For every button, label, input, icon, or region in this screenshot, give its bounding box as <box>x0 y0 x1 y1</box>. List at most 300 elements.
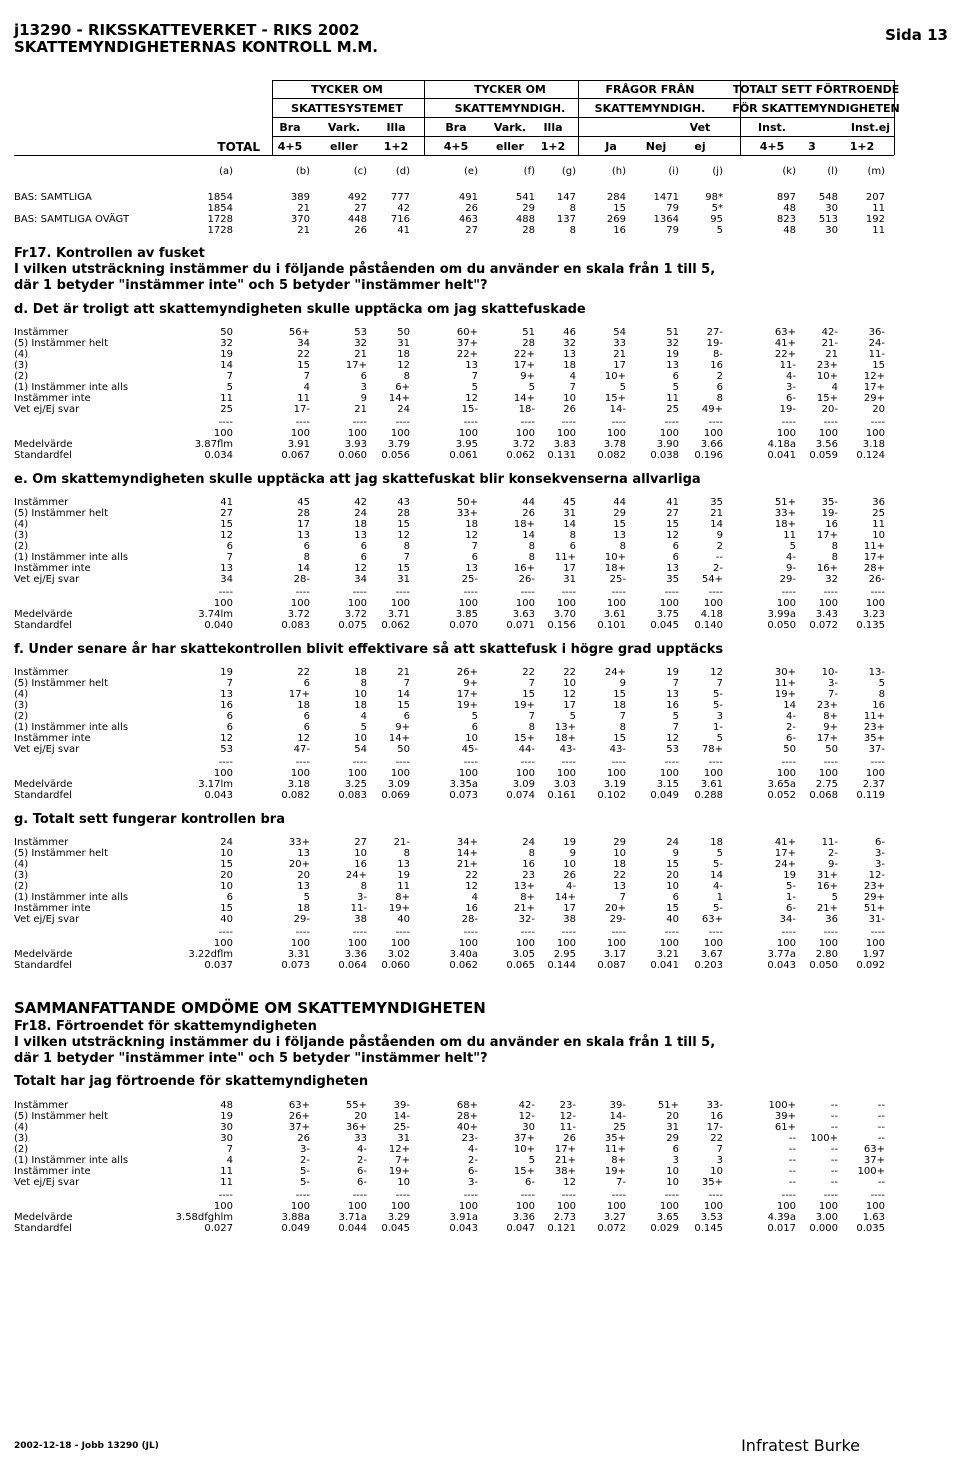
table-cell: 0.145 <box>694 1223 723 1234</box>
table-cell: 100 <box>213 428 233 439</box>
table-cell: 0.050 <box>809 960 838 971</box>
table-cell: 100 <box>818 1201 838 1212</box>
table-cell: 6 <box>226 541 233 552</box>
table-cell: 11+ <box>554 552 576 563</box>
table-cell: 6 <box>672 552 679 563</box>
header-rule <box>272 98 894 99</box>
table-cell: 1.63 <box>862 1212 885 1223</box>
table-cell: 22+ <box>456 349 478 360</box>
report-header <box>14 22 378 56</box>
table-cell: ---- <box>520 1190 535 1201</box>
table-cell: 1- <box>713 722 723 733</box>
table-cell: 8 <box>831 552 838 563</box>
table-cell: 51+ <box>863 903 885 914</box>
table-cell: 3.03 <box>553 779 576 790</box>
table-cell: 10 <box>220 881 233 892</box>
table-cell: 15 <box>613 203 626 214</box>
table-cell: 48 <box>783 203 796 214</box>
column-letter: (e) <box>464 166 478 177</box>
table-cell: 42- <box>518 1100 535 1111</box>
table-cell: 6 <box>672 371 679 382</box>
table-cell: 13 <box>297 881 310 892</box>
table-cell: 25- <box>609 574 626 585</box>
table-cell: 14+ <box>513 393 535 404</box>
table-cell: 20- <box>821 404 838 415</box>
table-cell: -- <box>788 1166 796 1177</box>
table-cell: 3.83 <box>553 439 576 450</box>
table-cell: ---- <box>664 417 679 428</box>
table-cell: 29 <box>613 837 626 848</box>
table-cell: 100 <box>390 938 410 949</box>
table-cell: 25- <box>393 1122 410 1133</box>
table-cell: 51+ <box>657 1100 679 1111</box>
table-cell: 17 <box>297 519 310 530</box>
table-cell: ---- <box>352 757 367 768</box>
table-cell: 7 <box>303 371 310 382</box>
table-cell: 8 <box>569 530 576 541</box>
row-label: Instämmer <box>14 1100 69 1111</box>
table-cell: 7 <box>528 678 535 689</box>
question-text: där 1 betyder "instämmer inte" och 5 betyder "instämmer helt"? <box>14 278 488 293</box>
table-cell: 19 <box>666 349 679 360</box>
table-cell: ---- <box>218 927 233 938</box>
table-cell: 0.069 <box>381 790 410 801</box>
row-label: (3) <box>14 1133 29 1144</box>
table-cell: 23+ <box>816 360 838 371</box>
table-cell: 19+ <box>456 700 478 711</box>
table-cell: 0.052 <box>767 790 796 801</box>
table-cell: ---- <box>561 927 576 938</box>
table-cell: 27 <box>354 837 367 848</box>
table-cell: 3.72 <box>287 609 310 620</box>
table-cell: 0.047 <box>506 1223 535 1234</box>
table-cell: 8 <box>303 552 310 563</box>
table-cell: 29- <box>609 914 626 925</box>
table-cell: 100 <box>776 938 796 949</box>
table-cell: 6 <box>716 382 723 393</box>
table-cell: 16 <box>825 519 838 530</box>
column-letter: (j) <box>712 166 723 177</box>
table-cell: 0.029 <box>650 1223 679 1234</box>
table-cell: 22 <box>465 870 478 881</box>
table-cell: 63+ <box>288 1100 310 1111</box>
table-cell: 9- <box>828 859 838 870</box>
table-cell: 12 <box>563 1177 576 1188</box>
table-cell: 16 <box>220 700 233 711</box>
table-cell: 27 <box>666 508 679 519</box>
row-label: Standardfel <box>14 450 72 461</box>
table-cell: 0.144 <box>547 960 576 971</box>
table-cell: 8 <box>569 203 576 214</box>
table-cell: 44 <box>522 497 535 508</box>
table-cell: 16 <box>872 700 885 711</box>
table-cell: 4- <box>786 711 796 722</box>
table-cell: ---- <box>218 1190 233 1201</box>
table-cell: 21 <box>397 667 410 678</box>
table-cell: 12 <box>220 733 233 744</box>
table-cell: ---- <box>561 1190 576 1201</box>
table-cell: 22+ <box>774 349 796 360</box>
table-cell: 6- <box>525 1177 535 1188</box>
table-cell: 28- <box>461 914 478 925</box>
table-cell: ---- <box>352 587 367 598</box>
table-cell: 2- <box>713 563 723 574</box>
table-cell: 48 <box>220 1100 233 1111</box>
table-cell: 11 <box>872 519 885 530</box>
table-cell: 5 <box>303 892 310 903</box>
table-cell: 9- <box>786 563 796 574</box>
table-cell: 10- <box>821 667 838 678</box>
table-cell: 100 <box>659 938 679 949</box>
subhead-1: Illa <box>543 121 563 134</box>
table-cell: 18 <box>613 859 626 870</box>
subhead-2: eller <box>330 140 358 153</box>
row-label: Instämmer <box>14 667 69 678</box>
table-cell: 100 <box>290 938 310 949</box>
table-cell: ---- <box>611 1190 626 1201</box>
table-cell: 3.27 <box>603 1212 626 1223</box>
table-cell: 3.67 <box>700 949 723 960</box>
question-title: Fr18. Förtroendet för skattemyndigheten <box>14 1019 317 1034</box>
table-cell: 6 <box>303 722 310 733</box>
table-cell: 100+ <box>768 1100 796 1111</box>
subhead-2: Ja <box>605 140 617 153</box>
table-cell: 20+ <box>288 859 310 870</box>
table-cell: 2- <box>468 1155 478 1166</box>
row-label: (2) <box>14 711 29 722</box>
table-cell: 18 <box>710 837 723 848</box>
table-cell: 9 <box>672 848 679 859</box>
row-label: (1) Instämmer inte alls <box>14 722 129 733</box>
table-cell: ---- <box>611 417 626 428</box>
table-cell: 8 <box>619 722 626 733</box>
table-cell: 14- <box>609 1111 626 1122</box>
table-cell: 29+ <box>863 892 885 903</box>
table-cell: 17 <box>563 700 576 711</box>
table-cell: 9+ <box>823 722 838 733</box>
table-cell: 11 <box>220 393 233 404</box>
table-cell: 5- <box>300 1166 310 1177</box>
table-cell: 43 <box>397 497 410 508</box>
table-cell: 6- <box>357 1166 367 1177</box>
table-cell: 41 <box>220 497 233 508</box>
table-cell: 13 <box>613 530 626 541</box>
table-cell: 31 <box>563 574 576 585</box>
table-cell: 12 <box>465 393 478 404</box>
table-cell: 0.102 <box>597 790 626 801</box>
table-cell: 4 <box>303 382 310 393</box>
table-cell: 1854 <box>207 203 233 214</box>
table-cell: 1471 <box>653 192 679 203</box>
table-cell: 7- <box>616 1177 626 1188</box>
table-cell: 17+ <box>456 689 478 700</box>
table-cell: 3.19 <box>603 779 626 790</box>
table-cell: 100 <box>458 768 478 779</box>
table-cell: 28+ <box>456 1111 478 1122</box>
question-text: I vilken utsträckning instämmer du i följande påståenden om du använder en skala från 1 till 5, <box>14 1035 716 1050</box>
table-cell: 26- <box>518 574 535 585</box>
table-cell: ---- <box>708 417 723 428</box>
table-cell: 5 <box>619 382 626 393</box>
table-cell: ---- <box>352 417 367 428</box>
table-cell: ---- <box>870 587 885 598</box>
table-cell: ---- <box>611 587 626 598</box>
table-cell: 3.15 <box>656 779 679 790</box>
table-cell: 100 <box>776 428 796 439</box>
table-cell: 25 <box>613 1122 626 1133</box>
table-cell: 6 <box>226 892 233 903</box>
table-cell: 44 <box>613 497 626 508</box>
table-cell: 100 <box>703 938 723 949</box>
group-subtitle: SKATTEMYNDIGH. <box>594 102 706 115</box>
table-cell: 17 <box>613 360 626 371</box>
table-cell: 26+ <box>288 1111 310 1122</box>
table-cell: ---- <box>395 927 410 938</box>
table-cell: ---- <box>870 1190 885 1201</box>
row-label: (5) Instämmer helt <box>14 678 109 689</box>
table-cell: -- <box>830 1144 838 1155</box>
table-cell: 15+ <box>816 393 838 404</box>
table-cell: -- <box>788 1155 796 1166</box>
table-cell: 8- <box>713 349 723 360</box>
table-cell: ---- <box>823 757 838 768</box>
table-cell: 100 <box>515 598 535 609</box>
table-cell: 23+ <box>863 722 885 733</box>
group-title: TOTALT SETT FÖRTROENDE <box>732 83 900 96</box>
table-cell: 7 <box>672 722 679 733</box>
table-cell: -- <box>788 1177 796 1188</box>
table-cell: 5- <box>300 1177 310 1188</box>
table-cell: 2.75 <box>815 779 838 790</box>
table-cell: 22 <box>522 667 535 678</box>
subhead-2: 4+5 <box>443 140 469 153</box>
table-cell: 12- <box>518 1111 535 1122</box>
table-cell: 30+ <box>774 667 796 678</box>
table-cell: 0.156 <box>547 620 576 631</box>
table-cell: 10+ <box>513 1144 535 1155</box>
table-cell: 6 <box>360 552 367 563</box>
table-cell: 0.043 <box>204 790 233 801</box>
table-cell: 10+ <box>816 371 838 382</box>
table-cell: ---- <box>664 1190 679 1201</box>
table-cell: 389 <box>290 192 310 203</box>
row-label: Instämmer inte <box>14 1166 91 1177</box>
table-cell: 2.73 <box>553 1212 576 1223</box>
table-cell: 100 <box>659 428 679 439</box>
table-cell: 3.90 <box>656 439 679 450</box>
table-cell: 3.43 <box>815 609 838 620</box>
header-divider <box>894 80 895 155</box>
table-cell: 1 <box>716 892 723 903</box>
table-cell: 16 <box>710 360 723 371</box>
table-cell: 95 <box>710 214 723 225</box>
table-cell: 17+ <box>863 552 885 563</box>
table-cell: 0.017 <box>767 1223 796 1234</box>
table-cell: 40 <box>220 914 233 925</box>
table-cell: 16+ <box>513 563 535 574</box>
table-cell: 20 <box>872 404 885 415</box>
table-cell: 30 <box>220 1133 233 1144</box>
table-cell: 0.196 <box>694 450 723 461</box>
table-cell: 3.18 <box>862 439 885 450</box>
table-cell: 100 <box>606 1201 626 1212</box>
table-cell: 5 <box>672 711 679 722</box>
table-cell: ---- <box>295 1190 310 1201</box>
table-cell: 25- <box>461 574 478 585</box>
table-cell: 20 <box>220 870 233 881</box>
row-label: Vet ej/Ej svar <box>14 404 80 415</box>
table-cell: 3.36 <box>512 1212 535 1223</box>
table-cell: 14+ <box>554 892 576 903</box>
table-cell: 0.000 <box>809 1223 838 1234</box>
row-label: Medelvärde <box>14 949 73 960</box>
table-cell: 36- <box>868 327 885 338</box>
table-cell: 13 <box>297 848 310 859</box>
table-cell: 0.040 <box>204 620 233 631</box>
table-cell: ---- <box>352 927 367 938</box>
row-label: Instämmer inte <box>14 733 91 744</box>
table-cell: 7 <box>226 678 233 689</box>
table-cell: 3.63 <box>512 609 535 620</box>
table-cell: 3.72 <box>512 439 535 450</box>
table-cell: -- <box>788 1133 796 1144</box>
table-cell: 9+ <box>395 722 410 733</box>
table-cell: 19+ <box>774 689 796 700</box>
table-cell: 0.072 <box>809 620 838 631</box>
table-cell: 0.074 <box>506 790 535 801</box>
table-cell: 10 <box>666 881 679 892</box>
table-cell: 17+ <box>816 733 838 744</box>
table-cell: 29- <box>779 574 796 585</box>
page-number: Sida 13 <box>885 26 948 44</box>
table-cell: 7 <box>471 371 478 382</box>
table-cell: 12 <box>465 881 478 892</box>
table-cell: 1364 <box>653 214 679 225</box>
section-title: d. Det är troligt att skattemyndigheten skulle upptäcka om jag skattefuskade <box>14 302 586 317</box>
table-cell: 7 <box>569 382 576 393</box>
table-cell: 100 <box>290 1201 310 1212</box>
table-cell: 0.062 <box>449 960 478 971</box>
table-cell: 13- <box>868 667 885 678</box>
table-cell: 32 <box>354 338 367 349</box>
table-cell: 10 <box>710 1166 723 1177</box>
table-cell: 23- <box>559 1100 576 1111</box>
table-cell: 17+ <box>816 530 838 541</box>
table-cell: 39- <box>609 1100 626 1111</box>
table-cell: 10 <box>220 848 233 859</box>
table-cell: 3.79 <box>387 439 410 450</box>
table-cell: 30 <box>825 225 838 236</box>
row-label: (1) Instämmer inte alls <box>14 382 129 393</box>
table-cell: 100 <box>606 428 626 439</box>
table-cell: 100 <box>606 768 626 779</box>
table-cell: 4- <box>468 1144 478 1155</box>
table-cell: 98* <box>705 192 723 203</box>
table-cell: 33+ <box>456 508 478 519</box>
table-cell: 3.91 <box>287 439 310 450</box>
row-label: (1) Instämmer inte alls <box>14 552 129 563</box>
table-cell: 100 <box>818 428 838 439</box>
table-cell: 6 <box>403 711 410 722</box>
table-cell: 0.131 <box>547 450 576 461</box>
table-cell: ---- <box>708 1190 723 1201</box>
table-cell: 8+ <box>823 711 838 722</box>
table-cell: 16 <box>613 225 626 236</box>
table-cell: 32- <box>518 914 535 925</box>
table-cell: 36 <box>825 914 838 925</box>
subhead-2: 1+2 <box>849 140 875 153</box>
table-cell: 18+ <box>604 563 626 574</box>
subhead-1: Bra <box>445 121 467 134</box>
table-cell: 12 <box>666 733 679 744</box>
table-cell: 5 <box>716 733 723 744</box>
table-cell: 0.038 <box>650 450 679 461</box>
table-cell: 7- <box>828 689 838 700</box>
table-cell: 15 <box>666 859 679 870</box>
table-cell: 0.083 <box>338 790 367 801</box>
table-cell: 56+ <box>288 327 310 338</box>
table-cell: -- <box>830 1166 838 1177</box>
table-cell: 11+ <box>604 1144 626 1155</box>
table-cell: 11 <box>297 393 310 404</box>
table-cell: 8+ <box>611 1155 626 1166</box>
row-label: (4) <box>14 519 29 530</box>
table-cell: ---- <box>708 587 723 598</box>
table-cell: 8 <box>528 722 535 733</box>
table-cell: 100 <box>556 598 576 609</box>
table-cell: 6 <box>360 541 367 552</box>
table-cell: 32 <box>563 338 576 349</box>
table-cell: 6- <box>875 837 885 848</box>
column-letter: (k) <box>782 166 796 177</box>
table-cell: 100 <box>865 938 885 949</box>
row-label: (2) <box>14 1144 29 1155</box>
table-cell: 25 <box>666 404 679 415</box>
table-cell: 0.056 <box>381 450 410 461</box>
table-cell: 2.80 <box>815 949 838 960</box>
table-cell: 29 <box>613 508 626 519</box>
table-cell: 9+ <box>520 371 535 382</box>
table-cell: 15 <box>397 563 410 574</box>
table-cell: 13 <box>220 689 233 700</box>
table-cell: 23+ <box>863 881 885 892</box>
table-cell: 14 <box>397 689 410 700</box>
table-cell: 11+ <box>863 541 885 552</box>
table-cell: 100 <box>347 598 367 609</box>
table-cell: 3.35a <box>449 779 478 790</box>
table-cell: 26 <box>563 404 576 415</box>
table-cell: 3.31 <box>287 949 310 960</box>
table-cell: 3.93 <box>344 439 367 450</box>
table-cell: 6 <box>672 1144 679 1155</box>
table-cell: 11- <box>779 360 796 371</box>
table-cell: 32 <box>220 338 233 349</box>
table-cell: 15 <box>297 360 310 371</box>
table-cell: 10 <box>563 678 576 689</box>
table-cell: 20 <box>354 1111 367 1122</box>
column-letter: (c) <box>353 166 367 177</box>
table-cell: 33+ <box>774 508 796 519</box>
table-cell: 45 <box>563 497 576 508</box>
table-cell: 3.77a <box>767 949 796 960</box>
table-cell: 3- <box>875 859 885 870</box>
row-label: (5) Instämmer helt <box>14 848 109 859</box>
table-cell: 35- <box>821 497 838 508</box>
table-cell: 2 <box>716 541 723 552</box>
table-cell: 0.101 <box>597 620 626 631</box>
table-cell: 54+ <box>701 574 723 585</box>
table-cell: 45- <box>461 744 478 755</box>
